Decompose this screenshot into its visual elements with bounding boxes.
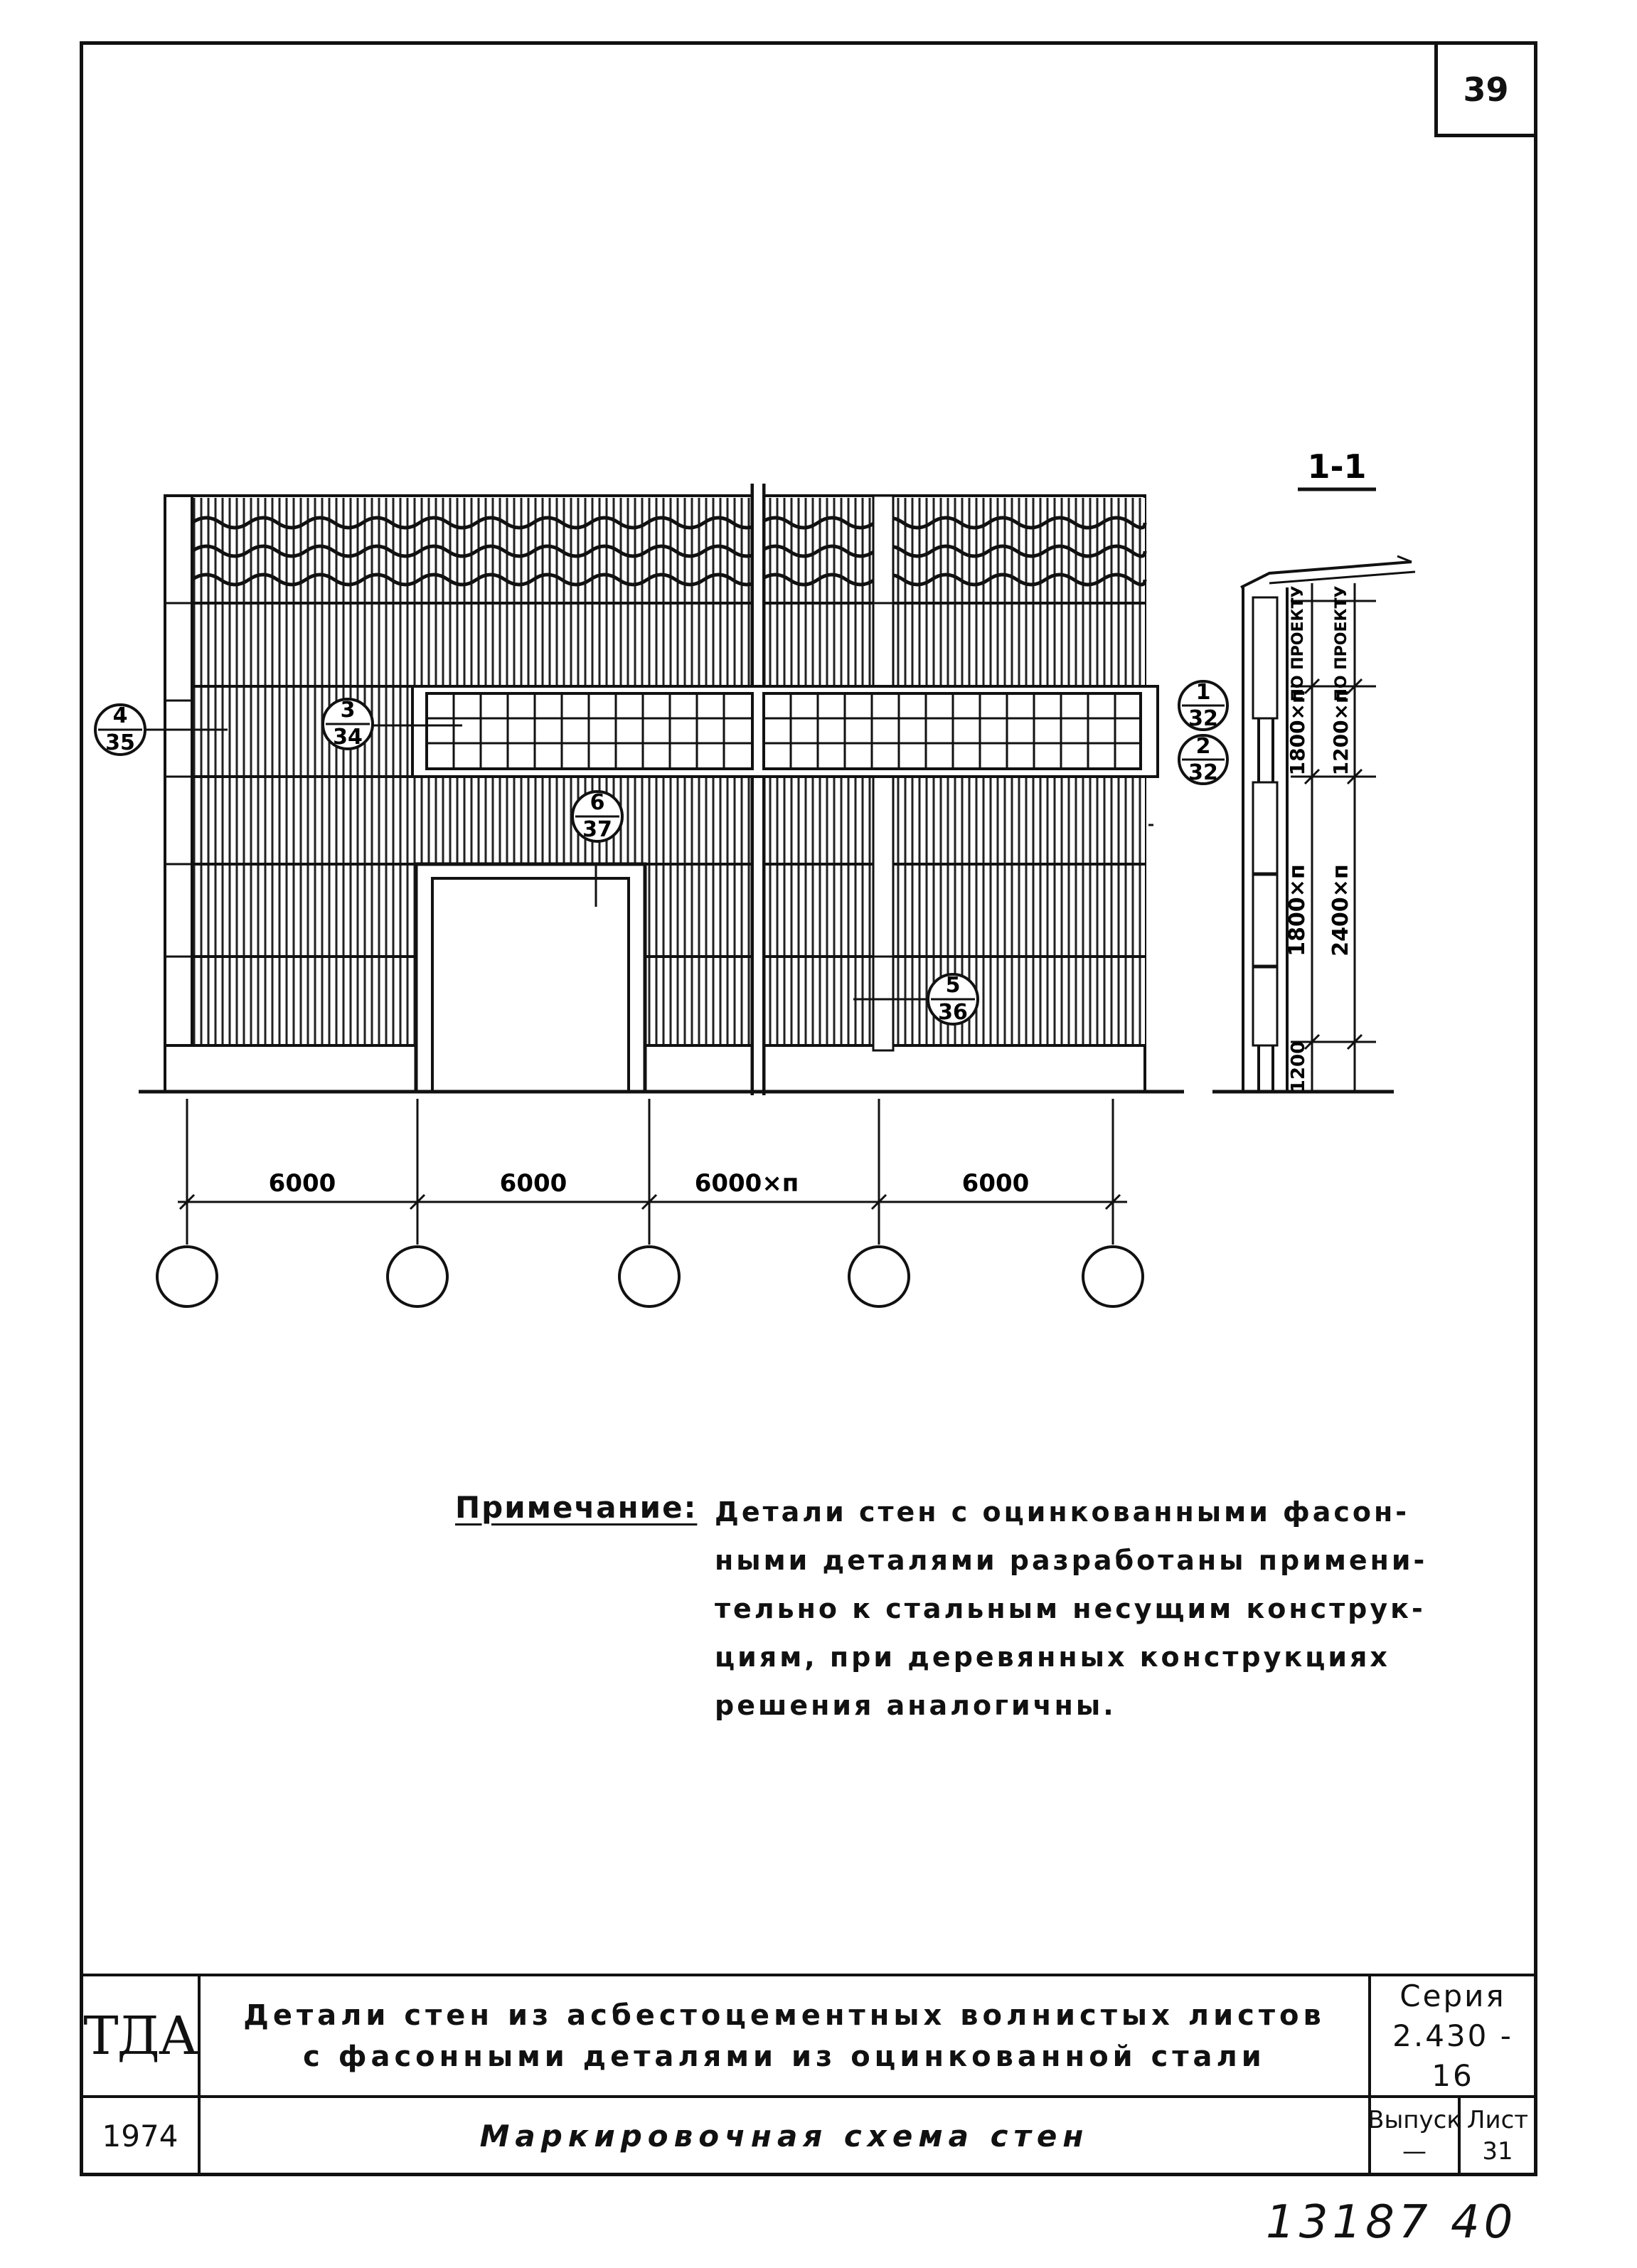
title-line-1: Детали стен из асбестоцементных волнистых листов <box>243 1998 1326 2032</box>
subtitle-cell <box>198 2095 1371 2176</box>
svg-text:2: 2 <box>1195 734 1211 759</box>
svg-text:4: 4 <box>112 703 128 728</box>
svg-text:1800×п: 1800×п <box>1285 864 1310 957</box>
issue-value: — <box>1402 2137 1427 2166</box>
svg-text:37: 37 <box>582 817 612 842</box>
note-line: ными деталями разработаны примени- <box>715 1545 1428 1576</box>
svg-text:32: 32 <box>1188 706 1218 731</box>
svg-text:1-1: 1-1 <box>1307 447 1367 486</box>
title-cell <box>198 1974 1371 2098</box>
title-block <box>80 1974 1537 2176</box>
subtitle-text: Маркировочная схема стен <box>479 2118 1089 2153</box>
svg-text:6: 6 <box>590 790 605 815</box>
sheet-cell <box>1458 2095 1537 2176</box>
title-line-2: с фасонными деталями из оцинкованной стали <box>303 2040 1266 2073</box>
note-label: Примечание: <box>455 1490 698 1525</box>
detail-bubble-6-37 <box>572 790 622 842</box>
svg-text:34: 34 <box>333 725 363 750</box>
detail-bubble-2-32 <box>1179 734 1227 785</box>
detail-bubble-4-35 <box>95 703 145 755</box>
svg-text:ПО ПРОЕКТУ: ПО ПРОЕКТУ <box>1333 585 1350 702</box>
note-line: циям, при деревянных конструкциях <box>715 1641 1390 1673</box>
logo-cell <box>80 1974 201 2098</box>
dim-span-1: 6000 <box>268 1169 336 1198</box>
sheet-label: Лист <box>1466 2106 1529 2134</box>
plinth <box>165 1045 1145 1092</box>
svg-text:36: 36 <box>938 1000 968 1025</box>
svg-text:5: 5 <box>945 973 961 998</box>
svg-text:2400×п: 2400×п <box>1328 864 1353 957</box>
series-value: 2.430 - 16 <box>1392 2018 1513 2093</box>
handwritten-number: 13187 40 <box>1266 2196 1518 2249</box>
note-line: Детали стен с оцинкованными фасон- <box>715 1496 1410 1528</box>
note-body <box>715 1488 1428 1730</box>
svg-text:ПО ПРОЕКТУ: ПО ПРОЕКТУ <box>1289 585 1307 702</box>
year-text: 1974 <box>102 2118 178 2153</box>
page-number: 39 <box>1434 45 1534 137</box>
svg-text:35: 35 <box>105 730 135 755</box>
issue-cell <box>1368 2095 1461 2176</box>
svg-text:3: 3 <box>340 698 356 723</box>
left-column <box>165 496 192 1092</box>
wall-elevation <box>139 484 1184 1095</box>
series-cell <box>1368 1974 1537 2098</box>
detail-bubble-5-36 <box>928 973 978 1025</box>
svg-text:1200: 1200 <box>1288 1040 1309 1093</box>
dim-span-4: 6000 <box>961 1169 1030 1198</box>
note-line: решения аналогичны. <box>715 1690 1116 1721</box>
year-cell <box>80 2095 201 2176</box>
svg-text:1: 1 <box>1195 680 1211 705</box>
section-1-1 <box>1212 447 1415 1092</box>
detail-bubble-1-32 <box>1179 680 1227 731</box>
svg-text:32: 32 <box>1188 760 1218 785</box>
dim-span-2: 6000 <box>499 1169 567 1198</box>
note-line: тельно к стальным несущим конструк- <box>715 1593 1426 1624</box>
issue-label: Выпуск <box>1367 2106 1461 2134</box>
svg-text:1800×п: 1800×п <box>1286 689 1309 776</box>
detail-bubble-3-34 <box>323 698 373 750</box>
svg-text:1200×п: 1200×п <box>1329 689 1353 776</box>
series-label: Серия <box>1399 1978 1506 2013</box>
axis-markers <box>157 1247 1143 1306</box>
sheet-value: 31 <box>1482 2137 1513 2166</box>
dim-span-3: 6000×п <box>694 1169 799 1198</box>
logo-text: ТДА <box>83 2005 197 2067</box>
